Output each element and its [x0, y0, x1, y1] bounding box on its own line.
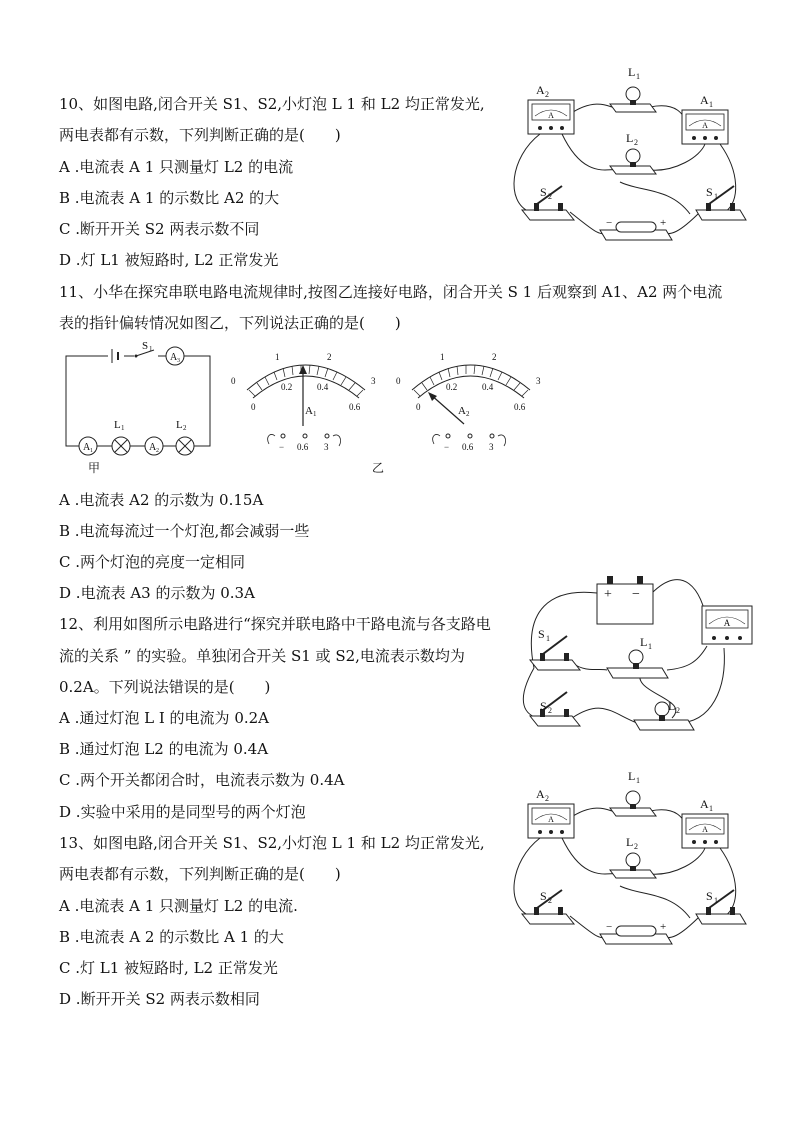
q13-option-d: D .断开开关 S2 两表示数相同	[59, 990, 260, 1008]
svg-text:−: −	[279, 442, 285, 452]
q13-option-b: B .电流表 A 2 的示数比 A 1 的大	[59, 928, 284, 946]
svg-text:1: 1	[709, 100, 713, 109]
q12-option-b: B .通过灯泡 L2 的电流为 0.4A	[59, 740, 269, 758]
q11-stem-line1: 11、小华在探究串联电路电流规律时,按图乙连接好电路，闭合开关 S 1 后观察到 A1、A2 两个电流	[59, 283, 723, 301]
svg-text:A: A	[700, 93, 709, 107]
svg-text:0: 0	[251, 402, 256, 412]
ammeter-a2	[528, 787, 574, 838]
ammeter	[702, 606, 752, 644]
svg-text:1: 1	[440, 352, 445, 362]
svg-text:−: −	[606, 217, 613, 229]
switch-s1	[696, 185, 746, 220]
svg-text:3: 3	[324, 442, 329, 452]
svg-text:2: 2	[548, 706, 552, 715]
svg-text:S: S	[706, 185, 713, 199]
svg-text:A: A	[548, 111, 554, 120]
q13-option-a: A .电流表 A 1 只测量灯 L2 的电流.	[59, 897, 298, 915]
ammeter-dial-a1	[231, 352, 376, 452]
svg-text:L: L	[628, 65, 636, 79]
q11-option-b: B .电流每流过一个灯泡,都会减弱一些	[59, 522, 310, 540]
svg-text:1: 1	[636, 72, 640, 81]
svg-text:S: S	[142, 340, 149, 352]
svg-text:1: 1	[121, 424, 125, 432]
q13-circuit-figure	[500, 766, 750, 956]
ammeter-a1	[682, 93, 728, 144]
ammeter-a2	[528, 83, 574, 134]
q13-stem-line2: 两电表都有示数，下列判断正确的是( )	[59, 865, 341, 883]
svg-text:0.2: 0.2	[446, 382, 458, 392]
bulb-l1	[607, 635, 668, 678]
svg-text:A: A	[170, 352, 178, 363]
switch-s2	[530, 692, 580, 726]
svg-text:L: L	[626, 835, 634, 849]
svg-text:0: 0	[231, 376, 236, 386]
svg-text:A: A	[536, 787, 545, 801]
svg-text:3: 3	[536, 376, 541, 386]
svg-text:2: 2	[548, 192, 552, 201]
q12-stem-line1: 12、利用如图所示电路进行“探究并联电路中干路电流与各支路电	[59, 615, 491, 633]
svg-text:A: A	[723, 618, 731, 628]
q11-figure-yi	[225, 340, 545, 478]
bulb-l1	[610, 65, 656, 112]
switch-s1	[530, 627, 580, 670]
svg-text:1: 1	[546, 634, 550, 643]
svg-text:0.6: 0.6	[349, 402, 361, 412]
svg-text:0: 0	[396, 376, 401, 386]
q12-stem-line3: 0.2A。下列说法错误的是( )	[59, 678, 271, 696]
svg-text:S: S	[540, 889, 547, 903]
svg-text:乙: 乙	[372, 461, 385, 475]
svg-text:0.6: 0.6	[297, 442, 309, 452]
q10-option-c: C .断开开关 S2 两表示数不同	[59, 220, 260, 238]
battery-box	[597, 576, 653, 624]
svg-text:1: 1	[636, 776, 640, 785]
svg-text:甲: 甲	[88, 461, 101, 475]
svg-text:2: 2	[183, 424, 187, 432]
svg-text:3: 3	[489, 442, 494, 452]
q11-figure-jia	[58, 338, 218, 478]
svg-text:0.4: 0.4	[317, 382, 329, 392]
q13-stem-line1: 13、如图电路,闭合开关 S1、S2,小灯泡 L 1 和 L2 均正常发光,	[59, 834, 485, 852]
q12-option-c: C .两个开关都闭合时，电流表示数为 0.4A	[59, 771, 345, 789]
svg-text:1: 1	[275, 352, 280, 362]
svg-text:2: 2	[634, 138, 638, 147]
svg-text:−: −	[606, 921, 613, 933]
svg-text:0.4: 0.4	[482, 382, 494, 392]
svg-text:A: A	[305, 405, 313, 417]
q10-option-a: A .电流表 A 1 只测量灯 L2 的电流	[59, 158, 294, 176]
q11-option-c: C .两个灯泡的亮度一定相同	[59, 553, 246, 571]
bulb-l2	[634, 699, 694, 730]
q10-circuit-figure	[500, 62, 750, 252]
svg-text:2: 2	[634, 842, 638, 851]
svg-text:A: A	[536, 83, 545, 97]
q10-option-d: D .灯 L1 被短路时, L2 正常发光	[59, 251, 279, 269]
svg-text:A: A	[458, 405, 466, 417]
svg-text:L: L	[668, 699, 676, 713]
q12-stem-line2: 流的关系 ” 的实验。单独闭合开关 S1 或 S2,电流表示数均为	[59, 647, 465, 665]
svg-text:2: 2	[676, 706, 680, 715]
svg-text:S: S	[538, 627, 545, 641]
svg-text:1: 1	[648, 642, 652, 651]
svg-text:L: L	[176, 419, 183, 431]
q11-stem-line2: 表的指针偏转情况如图乙，下列说法正确的是( )	[59, 314, 401, 332]
battery	[600, 921, 672, 944]
q12-circuit-figure	[512, 568, 762, 748]
svg-text:S: S	[540, 699, 547, 713]
svg-text:+: +	[660, 921, 667, 933]
svg-text:A: A	[548, 815, 554, 824]
svg-text:0.2: 0.2	[281, 382, 293, 392]
svg-text:2: 2	[156, 448, 159, 454]
bulb-l1	[610, 769, 656, 816]
bulb-l2	[610, 835, 656, 878]
svg-text:2: 2	[327, 352, 332, 362]
battery	[600, 217, 672, 240]
svg-text:2: 2	[492, 352, 497, 362]
svg-text:1: 1	[709, 804, 713, 813]
svg-text:0.6: 0.6	[514, 402, 526, 412]
q10-option-b: B .电流表 A 1 的示数比 A2 的大	[59, 189, 280, 207]
svg-text:A: A	[702, 121, 708, 130]
svg-text:A: A	[700, 797, 709, 811]
svg-text:L: L	[628, 769, 636, 783]
q11-option-a: A .电流表 A2 的示数为 0.15A	[59, 491, 264, 509]
q11-option-d: D .电流表 A3 的示数为 0.3A	[59, 584, 255, 602]
svg-text:L: L	[626, 131, 634, 145]
ammeter-dial-a2	[396, 352, 541, 452]
svg-text:2: 2	[545, 90, 549, 99]
svg-text:+: +	[660, 217, 667, 229]
svg-text:A: A	[702, 825, 708, 834]
svg-text:1: 1	[313, 410, 317, 418]
q13-option-c: C .灯 L1 被短路时, L2 正常发光	[59, 959, 278, 977]
svg-text:+: +	[604, 587, 612, 602]
svg-text:2: 2	[545, 794, 549, 803]
switch-s1	[696, 889, 746, 924]
q10-stem-line2: 两电表都有示数，下列判断正确的是( )	[59, 126, 341, 144]
svg-text:−: −	[444, 442, 450, 452]
svg-text:1: 1	[149, 345, 153, 353]
svg-text:3: 3	[177, 358, 180, 364]
q10-stem-line1: 10、如图电路,闭合开关 S1、S2,小灯泡 L 1 和 L2 均正常发光,	[59, 95, 485, 113]
switch-s2	[522, 185, 574, 220]
svg-text:S: S	[540, 185, 547, 199]
svg-text:1: 1	[714, 192, 718, 201]
ammeter-a1	[682, 797, 728, 848]
svg-text:0.6: 0.6	[462, 442, 474, 452]
svg-text:L: L	[114, 419, 121, 431]
svg-text:2: 2	[466, 410, 470, 418]
bulb-l2	[610, 131, 656, 174]
svg-text:L: L	[640, 635, 648, 649]
svg-text:1: 1	[714, 896, 718, 905]
svg-text:A: A	[149, 442, 157, 453]
svg-text:1: 1	[90, 448, 93, 454]
svg-text:0: 0	[416, 402, 421, 412]
q12-option-d: D .实验中采用的是同型号的两个灯泡	[59, 803, 306, 821]
svg-text:3: 3	[371, 376, 376, 386]
svg-text:2: 2	[548, 896, 552, 905]
q12-option-a: A .通过灯泡 L I 的电流为 0.2A	[59, 709, 270, 727]
svg-text:−: −	[632, 587, 640, 602]
switch-s2	[522, 889, 574, 924]
svg-text:S: S	[706, 889, 713, 903]
svg-text:A: A	[83, 442, 91, 453]
